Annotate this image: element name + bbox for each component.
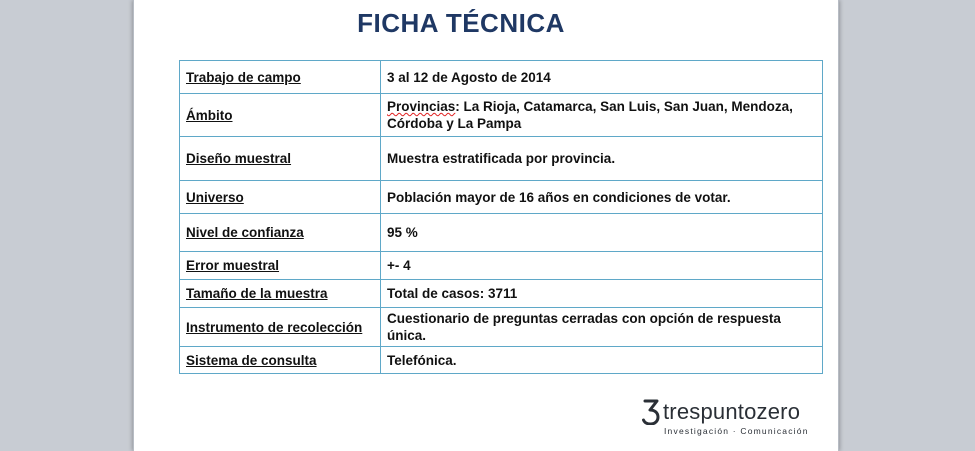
- row-label: Error muestral: [180, 252, 381, 280]
- page-title: FICHA TÉCNICA: [357, 8, 565, 38]
- row-value: Telefónica.: [381, 347, 823, 374]
- three-dots-icon: [642, 399, 660, 425]
- row-value: Muestra estratificada por provincia.: [381, 137, 823, 181]
- tech-sheet-table: [179, 60, 823, 374]
- logo-tagline: Investigación · Comunicación: [664, 426, 809, 436]
- table-row: [180, 280, 823, 308]
- row-value: 95 %: [381, 214, 823, 252]
- table-row: [180, 181, 823, 214]
- row-label: Nivel de confianza: [180, 214, 381, 252]
- row-label: Ámbito: [180, 94, 381, 137]
- table-row: [180, 347, 823, 374]
- table-row: [180, 214, 823, 252]
- row-value-prefix: Provincias: [387, 99, 456, 114]
- row-value: 3 al 12 de Agosto de 2014: [381, 61, 823, 94]
- row-value: [381, 94, 823, 137]
- document-page: [134, 0, 838, 451]
- row-label: Tamaño de la muestra: [180, 280, 381, 308]
- row-value-rest: : La Rioja, Catamarca, San Luis, San Juan, Mendoza, Córdoba y La Pampa: [387, 99, 793, 131]
- row-value: Total de casos: 3711: [381, 280, 823, 308]
- table-row: [180, 308, 823, 347]
- row-label: Universo: [180, 181, 381, 214]
- table-row: [180, 137, 823, 181]
- table-row: [180, 61, 823, 94]
- row-value: Cuestionario de preguntas cerradas con opción de respuesta única.: [381, 308, 823, 347]
- company-logo: [642, 399, 817, 436]
- row-label: Sistema de consulta: [180, 347, 381, 374]
- row-label: Instrumento de recolección: [180, 308, 381, 347]
- table-row: [180, 94, 823, 137]
- row-value: +- 4: [381, 252, 823, 280]
- row-label: Trabajo de campo: [180, 61, 381, 94]
- row-label: Diseño muestral: [180, 137, 381, 181]
- row-value: Población mayor de 16 años en condiciones de votar.: [381, 181, 823, 214]
- table-row: [180, 252, 823, 280]
- logo-wordmark: trespuntozero: [663, 399, 801, 424]
